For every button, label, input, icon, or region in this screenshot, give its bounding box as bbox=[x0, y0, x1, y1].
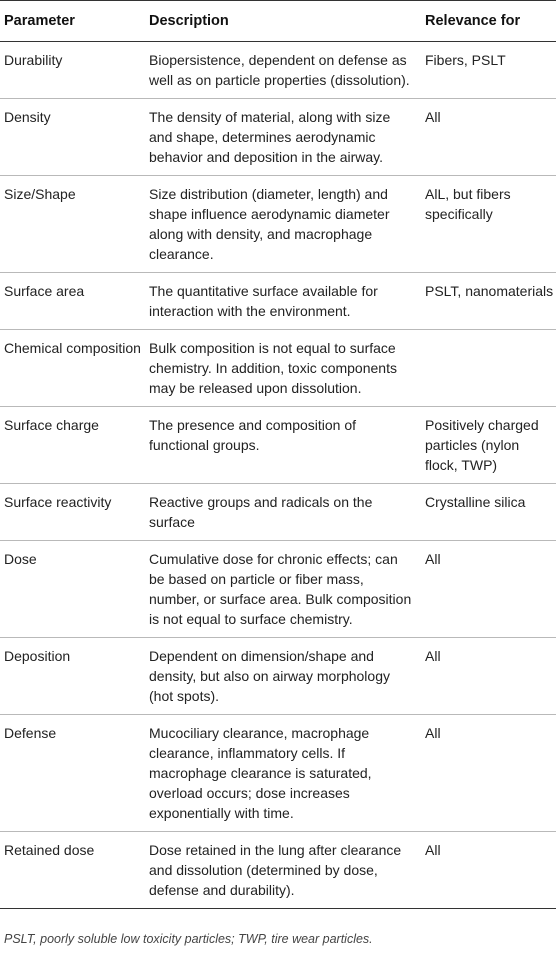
header-row bbox=[0, 1, 556, 42]
table-row bbox=[0, 176, 556, 273]
cell-description: Biopersistence, dependent on defense as well as on particle properties (dissolution). bbox=[149, 52, 410, 88]
header-description: Description bbox=[149, 13, 229, 29]
cell-relevance: Positively charged particles (nylon flock, TWP) bbox=[425, 417, 539, 473]
cell-parameter: Surface charge bbox=[4, 417, 99, 433]
table-row bbox=[0, 484, 556, 541]
header-parameter: Parameter bbox=[4, 13, 75, 29]
table-row bbox=[0, 330, 556, 407]
cell-parameter: Surface reactivity bbox=[4, 494, 112, 510]
cell-relevance: AlL, but fibers specifically bbox=[425, 186, 511, 222]
cell-description: Reactive groups and radicals on the surface bbox=[149, 494, 373, 530]
cell-parameter: Size/Shape bbox=[4, 186, 76, 202]
header-relevance: Relevance for bbox=[425, 13, 521, 29]
table-row bbox=[0, 99, 556, 176]
cell-relevance bbox=[423, 330, 556, 407]
table-row bbox=[0, 42, 556, 99]
cell-relevance: All bbox=[425, 109, 441, 125]
cell-description: Cumulative dose for chronic effects; can be based on particle or fiber mass, number, or surface area. Bulk composition is not equal to surface chemistry. bbox=[149, 551, 412, 627]
cell-relevance: All bbox=[425, 725, 441, 741]
cell-parameter: Surface area bbox=[4, 283, 85, 299]
cell-parameter: Defense bbox=[4, 725, 57, 741]
cell-description: Size distribution (diameter, length) and shape influence aerodynamic diameter along with density, and macrophage clearance. bbox=[149, 186, 390, 262]
cell-relevance: PSLT, nanomaterials bbox=[425, 283, 554, 299]
cell-relevance: All bbox=[425, 551, 441, 567]
cell-relevance: Fibers, PSLT bbox=[425, 52, 506, 68]
table-header bbox=[0, 1, 556, 42]
cell-description: The quantitative surface available for interaction with the environment. bbox=[149, 283, 378, 319]
cell-description: The density of material, along with size and shape, determines aerodynamic behavior and deposition in the airway. bbox=[149, 109, 391, 165]
cell-description: Bulk composition is not equal to surface chemistry. In addition, toxic components may be released upon dissolution. bbox=[149, 340, 397, 396]
cell-parameter: Chemical composition bbox=[4, 340, 141, 356]
table-row bbox=[0, 832, 556, 909]
table-footnote: PSLT, poorly soluble low toxicity particles; TWP, tire wear particles. bbox=[4, 932, 373, 946]
table-row bbox=[0, 407, 556, 484]
cell-description: The presence and composition of functional groups. bbox=[149, 417, 357, 453]
table-row bbox=[0, 715, 556, 832]
cell-relevance: Crystalline silica bbox=[425, 494, 526, 510]
table-row bbox=[0, 638, 556, 715]
table-body bbox=[0, 42, 556, 909]
table-row bbox=[0, 273, 556, 330]
cell-description: Dose retained in the lung after clearance and dissolution (determined by dose, defense and durability). bbox=[149, 842, 402, 898]
cell-relevance: All bbox=[425, 648, 441, 664]
cell-parameter: Deposition bbox=[4, 648, 71, 664]
cell-parameter: Durability bbox=[4, 52, 63, 68]
cell-relevance: All bbox=[425, 842, 441, 858]
cell-description: Dependent on dimension/shape and density, but also on airway morphology (hot spots). bbox=[149, 648, 390, 704]
cell-parameter: Retained dose bbox=[4, 842, 95, 858]
table-row bbox=[0, 541, 556, 638]
cell-parameter: Dose bbox=[4, 551, 37, 567]
cell-description: Mucociliary clearance, macrophage clearance, inflammatory cells. If macrophage clearance is saturated, overload occurs; dose increases exponentially with time. bbox=[149, 725, 372, 821]
cell-parameter: Density bbox=[4, 109, 51, 125]
